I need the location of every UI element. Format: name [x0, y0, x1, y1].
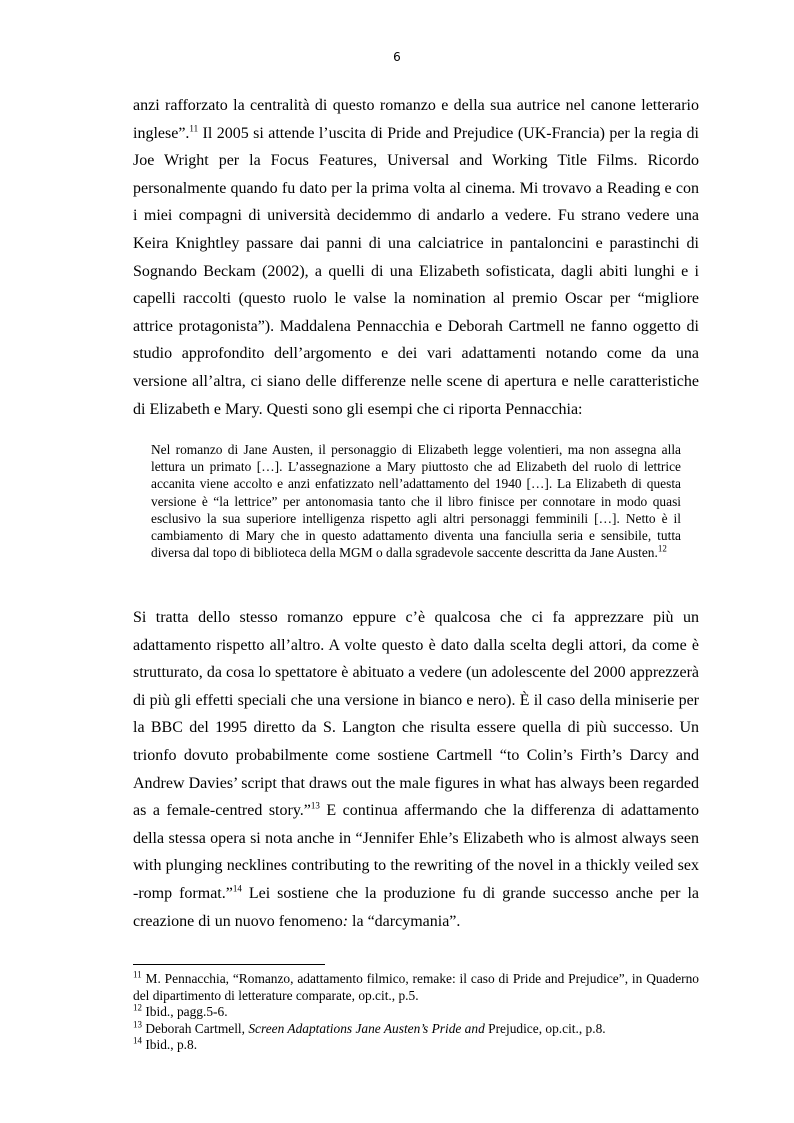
block-quote — [151, 441, 681, 561]
paragraph-text: Si tratta dello stesso romanzo eppure c’è qualcosa che ci fa apprezzare più un adattamento rispetto all’altro. A volte questo è dato dalla scelta degli attori, da come è strutturato, da cosa lo spettatore è abituato a vedere (un adolescente del 2000 apprezzerà di più gli effetti speciali che una versione in bianco e nero). È il caso della miniserie per la BBC del 1995 diretto da S. Langton che risulta essere quella di più successo. Un trionfo dovuto probabilmente come sostiene Cartmell “to Colin’s Firth’s Darcy and Andrew Davies’ script that draws out the male figures in what has always been regarded as a female-centred story.” — [133, 609, 699, 820]
footnote-14 — [133, 1037, 699, 1054]
paragraph-text-italic: : — [342, 912, 349, 930]
quote-text: Nel romanzo di Jane Austen, il personaggio di Elizabeth legge volentieri, ma non assegna alla lettura un primato […]. L’assegnazione a Mary piuttosto che ad Elizabeth del ruolo di lettrice accanita viene accolto e anzi enfatizzato nell’adattamento del 1940 […]. La Elizabeth di questa versione è “la lettrice” per antonomasia tanto che il libro finisce per connotare in modo quasi esclusivo la sua superiore intelligenza rispetto agli altri personaggi femminili […]. Netto è il cambiamento di Mary che in questo adattamento diventa una fanciulla seria e sensibile, tutta diversa dal topo di biblioteca della MGM o dalla sgradevole saccente descritta da Jane Austen. — [151, 442, 681, 561]
paragraph-text: Il 2005 si attende l’uscita di Pride and Prejudice (UK-Francia) per la regia di Joe Wright per la Focus Features, Universal and Working Title Films. Ricordo personalmente quando fu dato per la prima volta al cinema. Mi trovavo a Reading e con i miei compagni di università decidemmo di andarlo a vedere. Fu strano vedere una Keira Knightley passare dai panni di una calciatrice in pantaloncini e parastinchi di Sognando Beckam (2002), a quelli di una Elizabeth sofisticata, dagli abiti lunghi e i capelli raccolti (questo ruolo le valse la nomination al premio Oscar per “migliore attrice protagonista”). Maddalena Pennacchia e Deborah Cartmell ne fanno oggetto di studio approfondito dell’argomento e dei vari adattamenti notando come da una versione all’altra, ci siano delle differenze nelle scene di apertura e nelle caratteristiche di Elizabeth e Mary. Questi sono gli esempi che ci riporta Pennacchia: — [133, 124, 699, 418]
body-paragraph-2 — [133, 604, 699, 935]
footnote-text: M. Pennacchia, “Romanzo, adattamento filmico, remake: il caso di Pride and Prejudice”, in Quaderno del dipartimento di letterature comparate, op.cit., p.5. — [133, 971, 699, 1003]
paragraph-text: Lei sostiene che la produzione fu di grande successo anche per la creazione di un nuovo fenomeno — [133, 884, 699, 930]
footnote-number: 13 — [133, 1019, 142, 1030]
footnote-ref-13[interactable]: 13 — [310, 800, 320, 811]
paragraph-text: la “darcymania”. — [348, 912, 461, 930]
paragraph-text: E continua affermando che la differenza di adattamento della stessa opera si nota anche in “Jennifer Ehle’s Elizabeth who is almost always seen with plunging necklines contributing to the rewriting of the novel in a thickly veiled sex -romp format.” — [133, 802, 699, 902]
footnotes — [133, 971, 699, 1054]
footnote-separator — [133, 964, 325, 965]
footnote-number: 11 — [133, 969, 142, 980]
footnote-text: Ibid., p.8. — [142, 1037, 198, 1053]
footnote-ref-14[interactable]: 14 — [232, 883, 242, 894]
footnote-text: Deborah Cartmell, — [142, 1020, 249, 1036]
footnote-ref-12[interactable]: 12 — [657, 543, 667, 554]
footnote-title-italic: Screen Adaptations Jane Austen’s Pride and — [248, 1020, 485, 1036]
footnote-text: Prejudice, op.cit., p.8. — [484, 1020, 606, 1036]
footnote-11 — [133, 971, 699, 1004]
footnote-number: 12 — [133, 1002, 142, 1013]
page-number: 6 — [393, 50, 401, 64]
footnote-12 — [133, 1004, 699, 1021]
paragraph-text: anzi rafforzato la centralità di questo romanzo e della sua autrice nel canone letterario inglese”. — [133, 97, 699, 142]
footnote-number: 14 — [133, 1035, 142, 1046]
footnote-text: Ibid., pagg.5-6. — [142, 1004, 228, 1020]
footnote-ref-11[interactable]: 11 — [189, 123, 199, 134]
footnote-13 — [133, 1021, 699, 1038]
body-paragraph-1 — [133, 92, 699, 423]
